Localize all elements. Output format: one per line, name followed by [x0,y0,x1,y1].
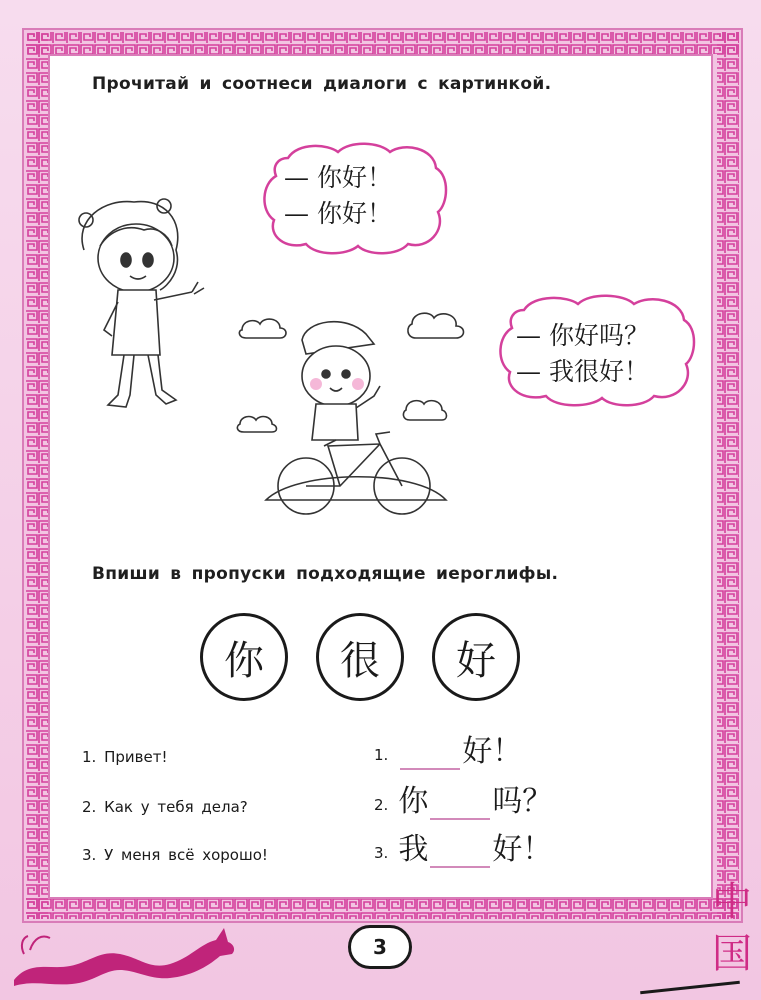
instruction-match-dialogues: Прочитай и соотнеси диалоги с картинкой. [92,74,552,94]
blank-3[interactable] [430,836,490,868]
dragon-icon [10,920,240,996]
fill-row-1: 1. 好！ [374,734,523,769]
bubble-1-line-1: — 你好！ [284,163,392,192]
hieroglyph-circle-hen: 很 [316,613,404,701]
fill-row-3: 3. 我 好！ [374,832,553,867]
side-char-guo: 国 [712,931,752,977]
girl-illustration [64,190,224,425]
boy-on-bicycle-illustration [236,300,474,540]
instruction-fill-hieroglyphs: Впиши в пропуски подходящие иероглифы. [92,564,559,584]
blank-1[interactable] [400,738,460,770]
side-char-zhong: 中 [712,879,752,925]
bubble-2-line-1: — 你好吗？ [516,321,649,350]
hieroglyph-circle-ni: 你 [200,613,288,701]
hieroglyph-circle-hao: 好 [432,613,520,701]
russian-phrase-3: 3. У меня всё хорошо! [82,846,268,864]
russian-phrase-1: 1. Привет! [82,748,168,766]
page-number-badge: 3 [348,925,412,969]
blank-2[interactable] [430,788,490,820]
bubble-1-line-2: — 你好！ [284,199,392,228]
russian-phrase-2: 2. Как у тебя дела? [82,798,248,816]
bubble-2-line-2: — 我很好！ [516,357,649,386]
fill-row-2: 2. 你 吗？ [374,784,553,819]
